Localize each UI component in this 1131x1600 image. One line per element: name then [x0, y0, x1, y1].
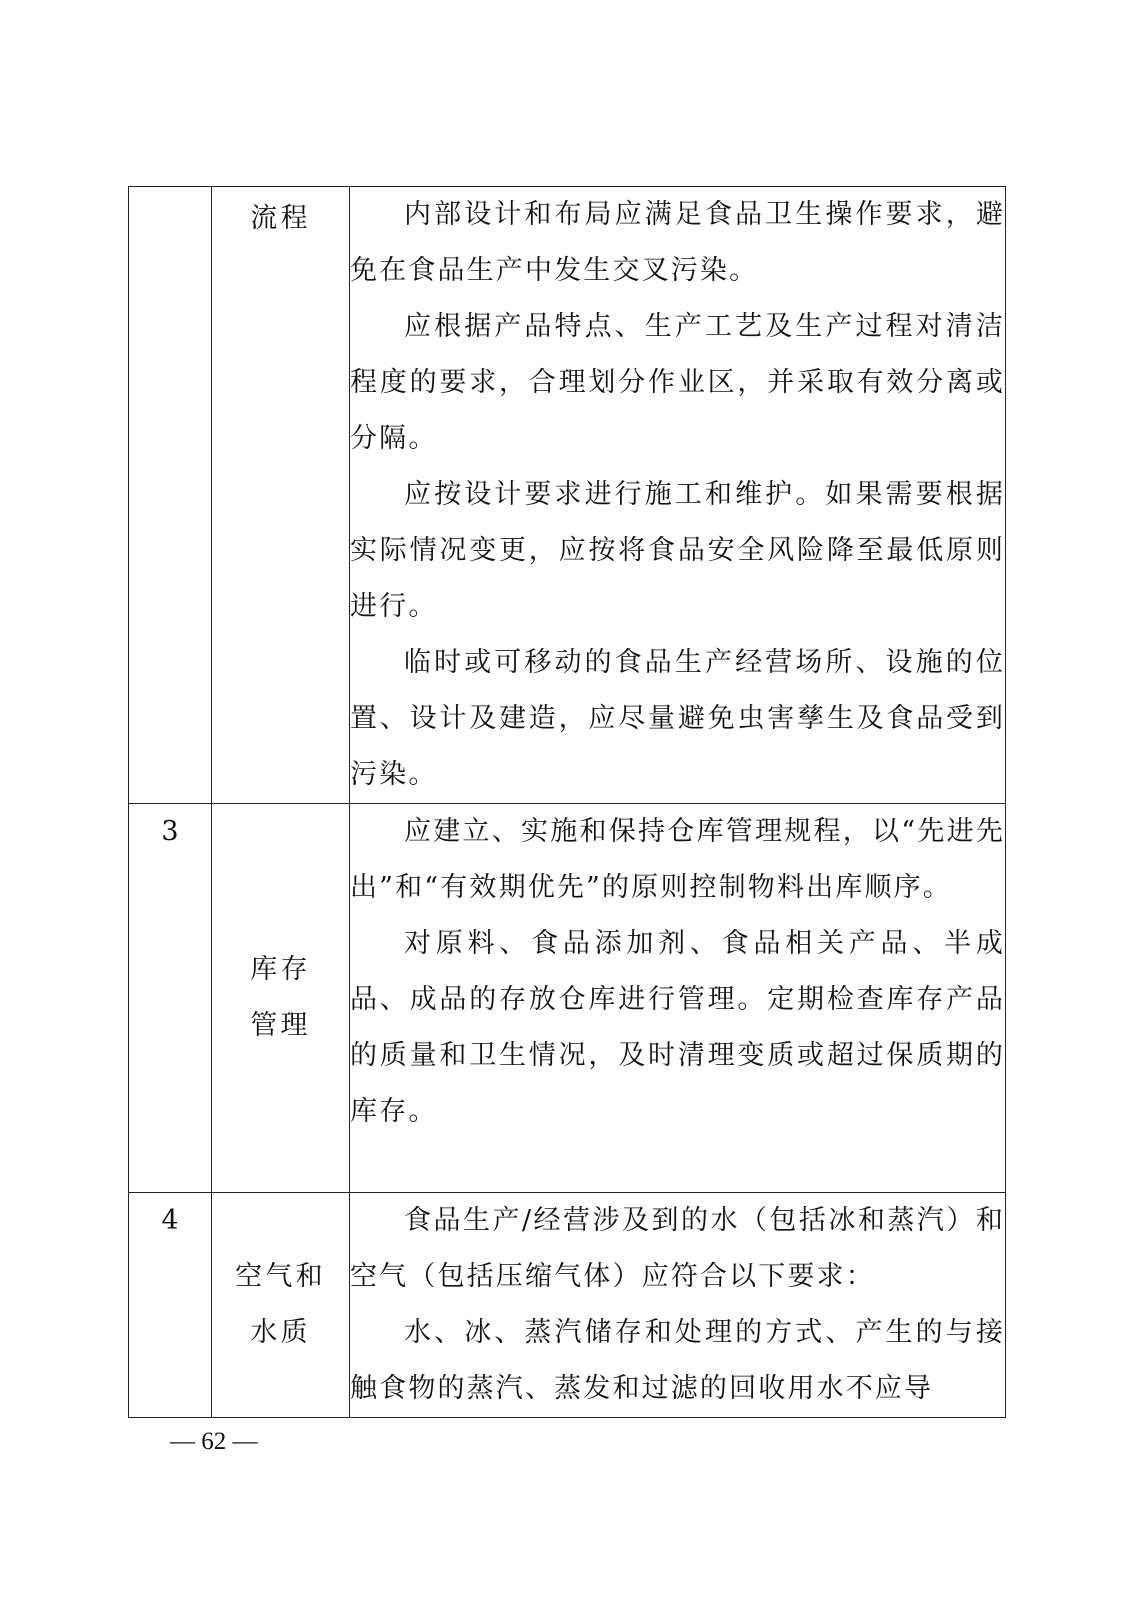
- page-number: — 62 —: [170, 1428, 258, 1455]
- row-category: [212, 804, 350, 1193]
- table-row: [129, 804, 1006, 1193]
- content-paragraph: 临时或可移动的食品生产经营场所、设施的位置、设计及建造，应尽量避免虫害孳生及食品受到污染。: [350, 647, 1005, 790]
- content-paragraph: 对原料、食品添加剂、食品相关产品、半成品、成品的存放仓库进行管理。定期检查库存产品的质量和卫生情况，及时清理变质或超过保质期的库存。: [350, 928, 1005, 1127]
- row-category: [212, 1193, 350, 1418]
- row-category: [212, 187, 350, 804]
- row-content: [350, 187, 1006, 804]
- content-paragraph: 水、冰、蒸汽储存和处理的方式、产生的与接触食物的蒸汽、蒸发和过滤的回收用水不应导: [350, 1317, 1005, 1404]
- category-line: 库存: [250, 954, 311, 985]
- content-paragraph: 应建立、实施和保持仓库管理规程，以“先进先出”和“有效期优先”的原则控制物料出库顺序。: [350, 816, 1005, 903]
- row-number: [129, 187, 212, 804]
- category-line: 流程: [250, 203, 311, 234]
- table-row: [129, 187, 1006, 804]
- table-row: [129, 1193, 1006, 1418]
- category-line: 空气和: [235, 1261, 326, 1292]
- content-paragraph: 应按设计要求进行施工和维护。如果需要根据实际情况变更，应按将食品安全风险降至最低原则进行。: [350, 479, 1005, 622]
- category-line: 管理: [250, 1010, 311, 1041]
- row-number: 4: [129, 1193, 212, 1418]
- content-paragraph: 应根据产品特点、生产工艺及生产过程对清洁程度的要求，合理划分作业区，并采取有效分离或分隔。: [350, 311, 1005, 454]
- row-content: [350, 1193, 1006, 1418]
- content-paragraph: 内部设计和布局应满足食品卫生操作要求，避免在食品生产中发生交叉污染。: [350, 199, 1005, 286]
- category-line: 水质: [250, 1317, 311, 1348]
- content-paragraph: 食品生产/经营涉及到的水（包括冰和蒸汽）和空气（包括压缩气体）应符合以下要求：: [350, 1205, 1005, 1292]
- row-number: 3: [129, 804, 212, 1193]
- row-content: [350, 804, 1006, 1193]
- standards-table: [128, 186, 1006, 1418]
